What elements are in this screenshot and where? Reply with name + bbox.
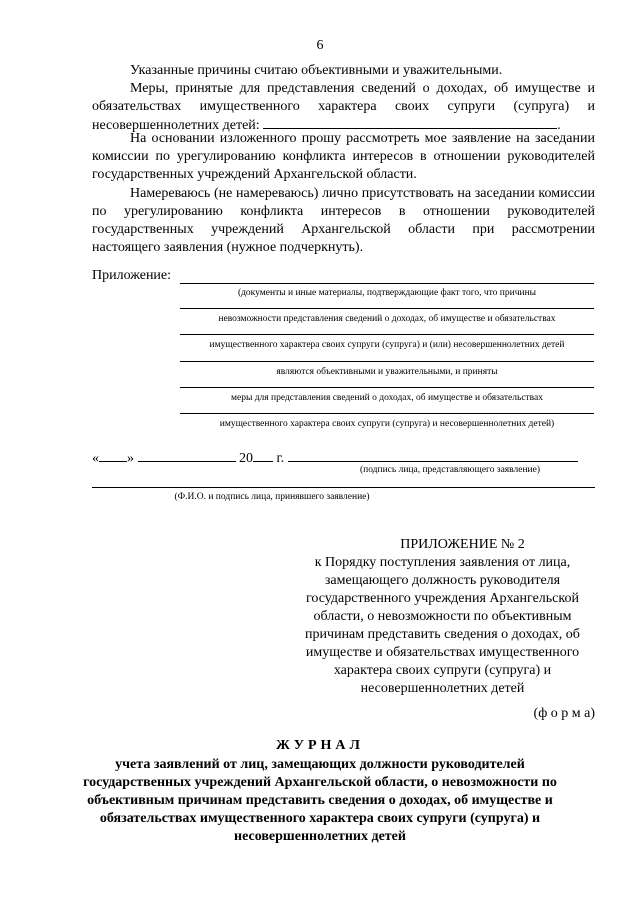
paragraph-intention: Намереваюсь (не намереваюсь) лично присутствовать на заседании комиссии по урегулированию конфликта интересов в отношении руководителей государственных учреждений Архангельской области при рассмотрении настоящего заявления (нужное подчеркнуть).: [92, 186, 595, 255]
attachment-line: [180, 308, 594, 309]
year-fill-line: [253, 449, 273, 462]
attachment-caption: невозможности представления сведений о доходах, об имуществе и обязательствах: [218, 314, 556, 324]
attachment-line: [180, 413, 594, 414]
close-quote: »: [127, 451, 134, 466]
appendix-title: ПРИЛОЖЕНИЕ № 2: [400, 537, 525, 552]
paragraph-measures: [92, 80, 595, 135]
appendix-text: к Порядку поступления заявления от лица, замещающего должность руководителя государственного учреждения Архангельской области, о невозможности по объективным причинам представить сведения о доходах, об имуществе и обязательствах имущественного характера своих супруги (супруга) и несовершеннолетних детей: [305, 555, 580, 696]
year-prefix: 20: [239, 451, 253, 466]
appendix-block: [290, 536, 595, 698]
attachment-caption: имущественного характера своих супруги (супруга) и (или) несовершеннолетних детей: [209, 340, 565, 350]
paragraph-measures-text: Меры, принятые для представления сведений о доходах, об имуществе и обязательствах имущественного характера своих супруги (супруга) и несовершеннолетних детей:: [92, 81, 595, 133]
measures-end: .: [557, 118, 561, 133]
paragraph-request: На основании изложенного прошу рассмотреть мое заявление на заседании комиссии по урегулированию конфликта интересов в отношении руководителей государственных учреждений Архангельской области.: [92, 131, 595, 182]
attachment-caption: (документы и иные материалы, подтверждающие факт того, что причины: [237, 288, 537, 298]
year-suffix: г.: [276, 451, 285, 466]
attachment-caption: являются объективными и уважительными, и приняты: [276, 367, 498, 377]
open-quote: «: [92, 451, 99, 466]
attachment-line: [180, 387, 594, 388]
signature-caption: (подпись лица, представляющего заявление): [359, 465, 541, 475]
paragraph-reasons: Указанные причины считаю объективными и уважительными.: [130, 63, 503, 78]
measures-fill-line: [263, 116, 557, 129]
attachment-caption: меры для представления сведений о доходах, об имуществе и обязательствах: [230, 393, 544, 403]
attachment-label: Приложение:: [92, 268, 172, 283]
attachment-line: [180, 361, 594, 362]
receiver-line: [92, 487, 595, 488]
form-label: (ф о р м а): [533, 706, 595, 721]
journal-subtitle: учета заявлений от лиц, замещающих должности руководителей государственных учреждений Архангельской области, о невозможности по объективным причинам представить сведения о доходах, об имуществе и обязательствах имущественного характера своих супруги (супруга) и несовершеннолетних детей: [83, 757, 557, 844]
day-fill-line: [99, 449, 127, 462]
signature-fill-line: [288, 449, 578, 462]
attachment-caption: имущественного характера своих супруги (супруга) и несовершеннолетних детей): [219, 419, 555, 429]
attachment-line: [180, 334, 594, 335]
attachment-line: [180, 283, 594, 284]
journal-title: ЖУРНАЛ: [276, 738, 364, 753]
month-fill-line: [138, 449, 236, 462]
receiver-caption: (Ф.И.О. и подпись лица, принявшего заявление): [174, 492, 370, 502]
page-number: 6: [316, 38, 324, 53]
